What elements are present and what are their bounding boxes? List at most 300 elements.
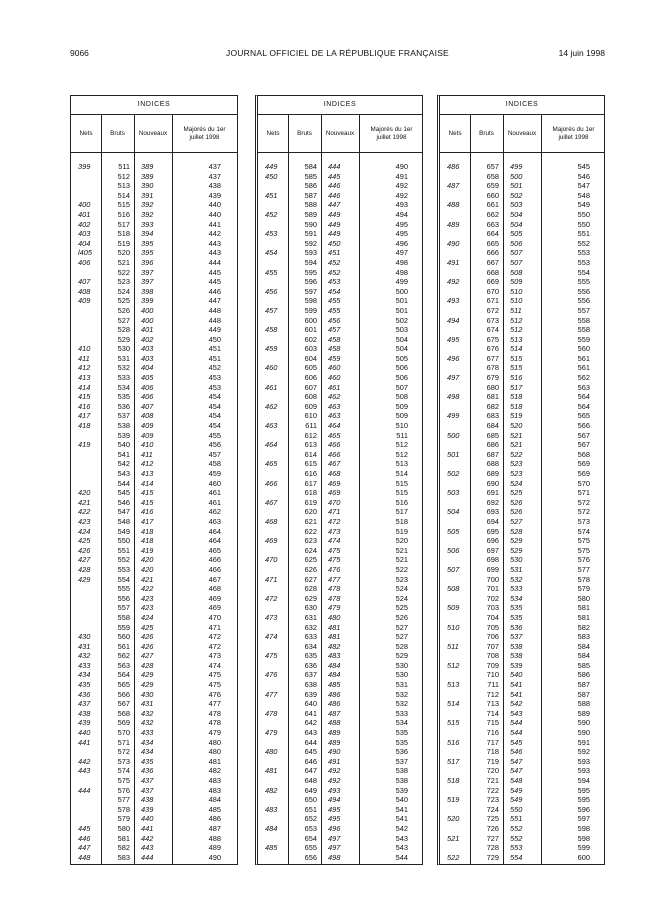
cell-nou: 437 bbox=[141, 785, 154, 795]
cell-net: 401 bbox=[78, 209, 91, 219]
cell-nou: 415 bbox=[141, 488, 154, 498]
cell-nou: 452 bbox=[328, 267, 341, 277]
cell-nou: 458 bbox=[328, 334, 341, 344]
table-row bbox=[258, 757, 422, 767]
cell-maj: 447 bbox=[208, 296, 221, 306]
cell-brut: 623 bbox=[304, 536, 317, 546]
cell-nou: 476 bbox=[328, 564, 341, 574]
cell-nou: 495 bbox=[328, 804, 341, 814]
cell-maj: 466 bbox=[208, 555, 221, 565]
cell-nou: 492 bbox=[328, 776, 341, 785]
table-row bbox=[258, 411, 422, 421]
table-row bbox=[71, 335, 237, 345]
column-header-nouveaux: Nouveaux bbox=[325, 129, 355, 137]
table-row bbox=[258, 325, 422, 335]
cell-brut: 574 bbox=[117, 766, 130, 776]
cell-maj: 580 bbox=[577, 593, 590, 603]
cell-brut: 615 bbox=[304, 459, 317, 469]
cell-nou: 449 bbox=[328, 209, 341, 219]
table-row bbox=[440, 843, 604, 853]
cell-maj: 523 bbox=[395, 574, 408, 584]
cell-brut: 721 bbox=[486, 776, 499, 785]
cell-nou: 501 bbox=[510, 181, 523, 191]
cell-nou: 405 bbox=[141, 373, 154, 383]
cell-net: 426 bbox=[78, 545, 91, 555]
cell-maj: 537 bbox=[395, 756, 408, 766]
cell-maj: 571 bbox=[577, 488, 590, 498]
cell-brut: 661 bbox=[486, 200, 499, 210]
cell-maj: 506 bbox=[395, 373, 408, 383]
cell-maj: 481 bbox=[208, 756, 221, 766]
cell-maj: 475 bbox=[208, 670, 221, 680]
cell-brut: 587 bbox=[304, 190, 317, 200]
cell-brut: 671 bbox=[486, 296, 499, 306]
table-row bbox=[71, 575, 237, 585]
cell-maj: 563 bbox=[577, 382, 590, 392]
cell-maj: 514 bbox=[395, 469, 408, 478]
cell-nou: 491 bbox=[328, 756, 341, 766]
cell-maj: 569 bbox=[577, 469, 590, 478]
cell-maj: 538 bbox=[395, 766, 408, 776]
cell-maj: 543 bbox=[395, 843, 408, 853]
cell-nou: 432 bbox=[141, 718, 154, 728]
cell-brut: 640 bbox=[304, 699, 317, 709]
cell-brut: 589 bbox=[304, 209, 317, 219]
cell-maj: 570 bbox=[577, 478, 590, 488]
cell-maj: 487 bbox=[208, 823, 221, 833]
cell-nou: 425 bbox=[141, 622, 154, 632]
cell-net: 404 bbox=[78, 238, 91, 248]
table-row bbox=[440, 268, 604, 278]
cell-brut: 512 bbox=[117, 171, 130, 181]
cell-nou: 552 bbox=[510, 833, 523, 843]
cell-maj: 534 bbox=[395, 718, 408, 728]
table-row bbox=[258, 239, 422, 249]
cell-brut: 532 bbox=[117, 363, 130, 373]
table-row bbox=[258, 661, 422, 671]
cell-nou: 459 bbox=[328, 353, 341, 363]
cell-maj: 560 bbox=[577, 344, 590, 354]
cell-net: 447 bbox=[78, 843, 91, 853]
cell-maj: 547 bbox=[577, 181, 590, 191]
cell-net: 415 bbox=[78, 392, 91, 402]
table-row bbox=[71, 738, 237, 748]
cell-nou: 399 bbox=[141, 296, 154, 306]
cell-maj: 569 bbox=[577, 459, 590, 469]
cell-maj: 449 bbox=[208, 325, 221, 335]
cell-nou: 535 bbox=[510, 612, 523, 622]
cell-nou: 390 bbox=[141, 181, 154, 191]
cell-brut: 619 bbox=[304, 497, 317, 507]
cell-net: 451 bbox=[265, 190, 278, 200]
cell-nou: 508 bbox=[510, 267, 523, 277]
column-headers bbox=[71, 115, 237, 153]
cell-maj: 557 bbox=[577, 305, 590, 315]
cell-nou: 413 bbox=[141, 469, 154, 478]
cell-nou: 547 bbox=[510, 756, 523, 766]
cell-nou: 455 bbox=[328, 305, 341, 315]
cell-net: 414 bbox=[78, 382, 91, 392]
cell-maj: 460 bbox=[208, 478, 221, 488]
cell-brut: 514 bbox=[117, 190, 130, 200]
cell-net: 490 bbox=[447, 238, 460, 248]
cell-brut: 645 bbox=[304, 747, 317, 757]
cell-maj: 493 bbox=[395, 200, 408, 210]
cell-brut: 723 bbox=[486, 795, 499, 805]
cell-brut: 677 bbox=[486, 353, 499, 363]
cell-brut: 542 bbox=[117, 459, 130, 469]
cell-nou: 450 bbox=[328, 238, 341, 248]
cell-brut: 669 bbox=[486, 277, 499, 287]
cell-maj: 495 bbox=[395, 219, 408, 229]
cell-nou: 507 bbox=[510, 257, 523, 267]
cell-brut: 526 bbox=[117, 305, 130, 315]
cell-net: 514 bbox=[447, 699, 460, 709]
table-row bbox=[258, 402, 422, 412]
cell-nou: 395 bbox=[141, 238, 154, 248]
table-row bbox=[258, 210, 422, 220]
cell-net: 491 bbox=[447, 257, 460, 267]
table-row bbox=[440, 623, 604, 633]
cell-net: 408 bbox=[78, 286, 91, 296]
cell-maj: 587 bbox=[577, 689, 590, 699]
cell-maj: 459 bbox=[208, 469, 221, 478]
cell-brut: 584 bbox=[304, 162, 317, 171]
cell-maj: 453 bbox=[208, 382, 221, 392]
cell-brut: 586 bbox=[304, 181, 317, 191]
cell-maj: 454 bbox=[208, 421, 221, 431]
cell-maj: 465 bbox=[208, 545, 221, 555]
table-row bbox=[71, 747, 237, 757]
cell-maj: 566 bbox=[577, 421, 590, 431]
table-row bbox=[71, 373, 237, 383]
cell-maj: 516 bbox=[395, 497, 408, 507]
cell-nou: 433 bbox=[141, 728, 154, 738]
cell-brut: 639 bbox=[304, 689, 317, 699]
cell-brut: 637 bbox=[304, 670, 317, 680]
cell-nou: 538 bbox=[510, 641, 523, 651]
cell-brut: 659 bbox=[486, 181, 499, 191]
cell-nou: 461 bbox=[328, 382, 341, 392]
cell-nou: 540 bbox=[510, 670, 523, 680]
table-row bbox=[440, 632, 604, 642]
cell-maj: 510 bbox=[395, 421, 408, 431]
table-row bbox=[71, 392, 237, 402]
cell-net: 448 bbox=[78, 852, 91, 862]
cell-brut: 690 bbox=[486, 478, 499, 488]
cell-maj: 498 bbox=[395, 267, 408, 277]
table-row bbox=[258, 440, 422, 450]
cell-maj: 496 bbox=[395, 238, 408, 248]
table-row bbox=[258, 738, 422, 748]
cell-nou: 453 bbox=[328, 277, 341, 287]
cell-brut: 544 bbox=[117, 478, 130, 488]
cell-nou: 545 bbox=[510, 737, 523, 747]
table-row bbox=[71, 229, 237, 239]
cell-nou: 439 bbox=[141, 804, 154, 814]
cell-brut: 565 bbox=[117, 680, 130, 690]
cell-nou: 426 bbox=[141, 641, 154, 651]
cell-nou: 395 bbox=[141, 248, 154, 258]
table-row bbox=[440, 805, 604, 815]
cell-maj: 446 bbox=[208, 286, 221, 296]
cell-brut: 622 bbox=[304, 526, 317, 536]
cell-maj: 598 bbox=[577, 823, 590, 833]
cell-maj: 480 bbox=[208, 737, 221, 747]
cell-net: 517 bbox=[447, 756, 460, 766]
column-header-nouveaux: Nouveaux bbox=[138, 129, 168, 137]
cell-brut: 549 bbox=[117, 526, 130, 536]
table-row bbox=[440, 786, 604, 796]
table-row bbox=[440, 718, 604, 728]
table-row bbox=[71, 200, 237, 210]
table-row bbox=[258, 536, 422, 546]
cell-nou: 430 bbox=[141, 689, 154, 699]
cell-maj: 579 bbox=[577, 584, 590, 594]
table-row bbox=[440, 853, 604, 863]
cell-brut: 647 bbox=[304, 766, 317, 776]
cell-net: 495 bbox=[447, 334, 460, 344]
cell-brut: 564 bbox=[117, 670, 130, 680]
table-row bbox=[258, 853, 422, 863]
table-row bbox=[258, 488, 422, 498]
cell-nou: 419 bbox=[141, 545, 154, 555]
cell-nou: 466 bbox=[328, 440, 341, 450]
cell-maj: 591 bbox=[577, 737, 590, 747]
cell-net: 399 bbox=[78, 162, 91, 171]
cell-maj: 505 bbox=[395, 353, 408, 363]
cell-maj: 517 bbox=[395, 507, 408, 517]
cell-brut: 624 bbox=[304, 545, 317, 555]
cell-nou: 518 bbox=[510, 392, 523, 402]
cell-maj: 501 bbox=[395, 296, 408, 306]
table-row bbox=[440, 229, 604, 239]
cell-brut: 578 bbox=[117, 804, 130, 814]
cell-nou: 444 bbox=[328, 162, 341, 171]
column-header-majores: Majorés du 1er juillet 1998 bbox=[552, 126, 595, 141]
cell-maj: 598 bbox=[577, 833, 590, 843]
cell-maj: 491 bbox=[395, 171, 408, 181]
table-row bbox=[71, 162, 237, 172]
cell-maj: 483 bbox=[208, 776, 221, 785]
cell-nou: 517 bbox=[510, 382, 523, 392]
cell-brut: 683 bbox=[486, 411, 499, 421]
cell-brut: 614 bbox=[304, 449, 317, 459]
cell-brut: 695 bbox=[486, 526, 499, 536]
cell-nou: 466 bbox=[328, 449, 341, 459]
table-row bbox=[258, 277, 422, 287]
cell-brut: 527 bbox=[117, 315, 130, 325]
cell-maj: 464 bbox=[208, 526, 221, 536]
table-row bbox=[258, 268, 422, 278]
cell-net: 460 bbox=[265, 363, 278, 373]
table-row bbox=[71, 776, 237, 786]
cell-brut: 608 bbox=[304, 392, 317, 402]
cell-net: 496 bbox=[447, 353, 460, 363]
cell-nou: 471 bbox=[328, 507, 341, 517]
column-header-bruts: Bruts bbox=[479, 129, 494, 137]
cell-maj: 543 bbox=[395, 833, 408, 843]
cell-maj: 551 bbox=[577, 229, 590, 239]
cell-nou: 541 bbox=[510, 680, 523, 690]
cell-nou: 482 bbox=[328, 641, 341, 651]
cell-net: 442 bbox=[78, 756, 91, 766]
cell-net: 457 bbox=[265, 305, 278, 315]
table-row bbox=[258, 392, 422, 402]
table-rows bbox=[258, 162, 422, 862]
column-header-nets: Nets bbox=[266, 129, 280, 137]
cell-nou: 513 bbox=[510, 334, 523, 344]
table-row bbox=[440, 220, 604, 230]
table-row bbox=[440, 757, 604, 767]
table-row bbox=[258, 431, 422, 441]
cell-net: 520 bbox=[447, 814, 460, 824]
cell-brut: 630 bbox=[304, 603, 317, 613]
table-row bbox=[440, 834, 604, 844]
table-row bbox=[440, 383, 604, 393]
cell-maj: 450 bbox=[208, 334, 221, 344]
cell-nou: 421 bbox=[141, 574, 154, 584]
table-row bbox=[440, 162, 604, 172]
cell-nou: 511 bbox=[510, 305, 522, 315]
table-row bbox=[258, 181, 422, 191]
table-row bbox=[258, 699, 422, 709]
column-headers bbox=[258, 115, 422, 153]
cell-nou: 460 bbox=[328, 373, 341, 383]
cell-nou: 509 bbox=[510, 277, 523, 287]
cell-maj: 476 bbox=[208, 689, 221, 699]
table-row bbox=[258, 728, 422, 738]
cell-net: 422 bbox=[78, 507, 91, 517]
cell-net: 471 bbox=[265, 574, 278, 584]
table-row bbox=[440, 191, 604, 201]
cell-brut: 704 bbox=[486, 612, 499, 622]
cell-maj: 596 bbox=[577, 804, 590, 814]
cell-maj: 532 bbox=[395, 699, 408, 709]
cell-maj: 561 bbox=[577, 363, 590, 373]
cell-net: 413 bbox=[78, 373, 91, 383]
cell-brut: 715 bbox=[486, 718, 499, 728]
table-row bbox=[71, 488, 237, 498]
cell-nou: 464 bbox=[328, 421, 341, 431]
cell-nou: 406 bbox=[141, 392, 154, 402]
cell-brut: 581 bbox=[117, 833, 130, 843]
cell-net: 400 bbox=[78, 200, 91, 210]
cell-maj: 568 bbox=[577, 449, 590, 459]
cell-maj: 550 bbox=[577, 219, 590, 229]
cell-net: 465 bbox=[265, 459, 278, 469]
cell-nou: 470 bbox=[328, 497, 341, 507]
table-row bbox=[71, 258, 237, 268]
cell-net: 509 bbox=[447, 603, 460, 613]
cell-nou: 397 bbox=[141, 277, 154, 287]
cell-maj: 497 bbox=[395, 248, 408, 258]
table-row bbox=[440, 795, 604, 805]
table-row bbox=[71, 172, 237, 182]
cell-brut: 543 bbox=[117, 469, 130, 478]
table-row bbox=[71, 786, 237, 796]
cell-net: 432 bbox=[78, 651, 91, 661]
table-rows bbox=[440, 162, 604, 862]
table-row bbox=[440, 363, 604, 373]
cell-nou: 409 bbox=[141, 430, 154, 440]
cell-brut: 611 bbox=[305, 421, 317, 431]
cell-nou: 523 bbox=[510, 459, 523, 469]
indices-table-block-3 bbox=[437, 95, 605, 865]
cell-brut: 653 bbox=[304, 823, 317, 833]
cell-maj: 443 bbox=[208, 248, 221, 258]
table-row bbox=[258, 296, 422, 306]
table-row bbox=[440, 824, 604, 834]
cell-maj: 454 bbox=[208, 392, 221, 402]
cell-nou: 516 bbox=[510, 373, 523, 383]
table-row bbox=[440, 670, 604, 680]
table-row bbox=[71, 843, 237, 853]
table-row bbox=[71, 248, 237, 258]
cell-nou: 525 bbox=[510, 488, 523, 498]
cell-maj: 509 bbox=[395, 401, 408, 411]
cell-brut: 530 bbox=[117, 344, 130, 354]
cell-maj: 595 bbox=[577, 795, 590, 805]
table-row bbox=[258, 373, 422, 383]
cell-nou: 536 bbox=[510, 622, 523, 632]
cell-net: 504 bbox=[447, 507, 460, 517]
cell-brut: 519 bbox=[117, 238, 130, 248]
cell-nou: 427 bbox=[141, 651, 154, 661]
cell-nou: 518 bbox=[510, 401, 523, 411]
cell-brut: 616 bbox=[304, 469, 317, 478]
cell-maj: 441 bbox=[208, 219, 221, 229]
cell-brut: 523 bbox=[117, 277, 130, 287]
table-row bbox=[258, 220, 422, 230]
cell-nou: 520 bbox=[510, 421, 523, 431]
cell-nou: 534 bbox=[510, 593, 523, 603]
table-row bbox=[440, 498, 604, 508]
cell-nou: 392 bbox=[141, 209, 154, 219]
cell-maj: 508 bbox=[395, 392, 408, 402]
cell-net: 437 bbox=[78, 699, 91, 709]
cell-maj: 500 bbox=[395, 286, 408, 296]
cell-brut: 636 bbox=[304, 660, 317, 670]
cell-brut: 558 bbox=[117, 612, 130, 622]
cell-brut: 712 bbox=[486, 689, 499, 699]
cell-nou: 510 bbox=[510, 286, 523, 296]
cell-maj: 572 bbox=[577, 497, 590, 507]
cell-nou: 486 bbox=[328, 689, 341, 699]
cell-net: 434 bbox=[78, 670, 91, 680]
cell-brut: 547 bbox=[117, 507, 130, 517]
table-row bbox=[258, 306, 422, 316]
cell-brut: 705 bbox=[486, 622, 499, 632]
table-row bbox=[440, 642, 604, 652]
cell-net: 486 bbox=[447, 162, 460, 171]
cell-brut: 612 bbox=[304, 430, 317, 440]
cell-nou: 529 bbox=[510, 536, 523, 546]
cell-brut: 541 bbox=[117, 449, 130, 459]
cell-nou: 393 bbox=[141, 219, 154, 229]
cell-net: 476 bbox=[265, 670, 278, 680]
table-row bbox=[258, 834, 422, 844]
cell-brut: 710 bbox=[486, 670, 499, 680]
table-row bbox=[440, 392, 604, 402]
table-row bbox=[258, 651, 422, 661]
table-row bbox=[71, 469, 237, 479]
cell-nou: 403 bbox=[141, 344, 154, 354]
cell-brut: 570 bbox=[117, 728, 130, 738]
cell-brut: 635 bbox=[304, 651, 317, 661]
cell-nou: 446 bbox=[328, 181, 341, 191]
cell-maj: 573 bbox=[577, 516, 590, 526]
